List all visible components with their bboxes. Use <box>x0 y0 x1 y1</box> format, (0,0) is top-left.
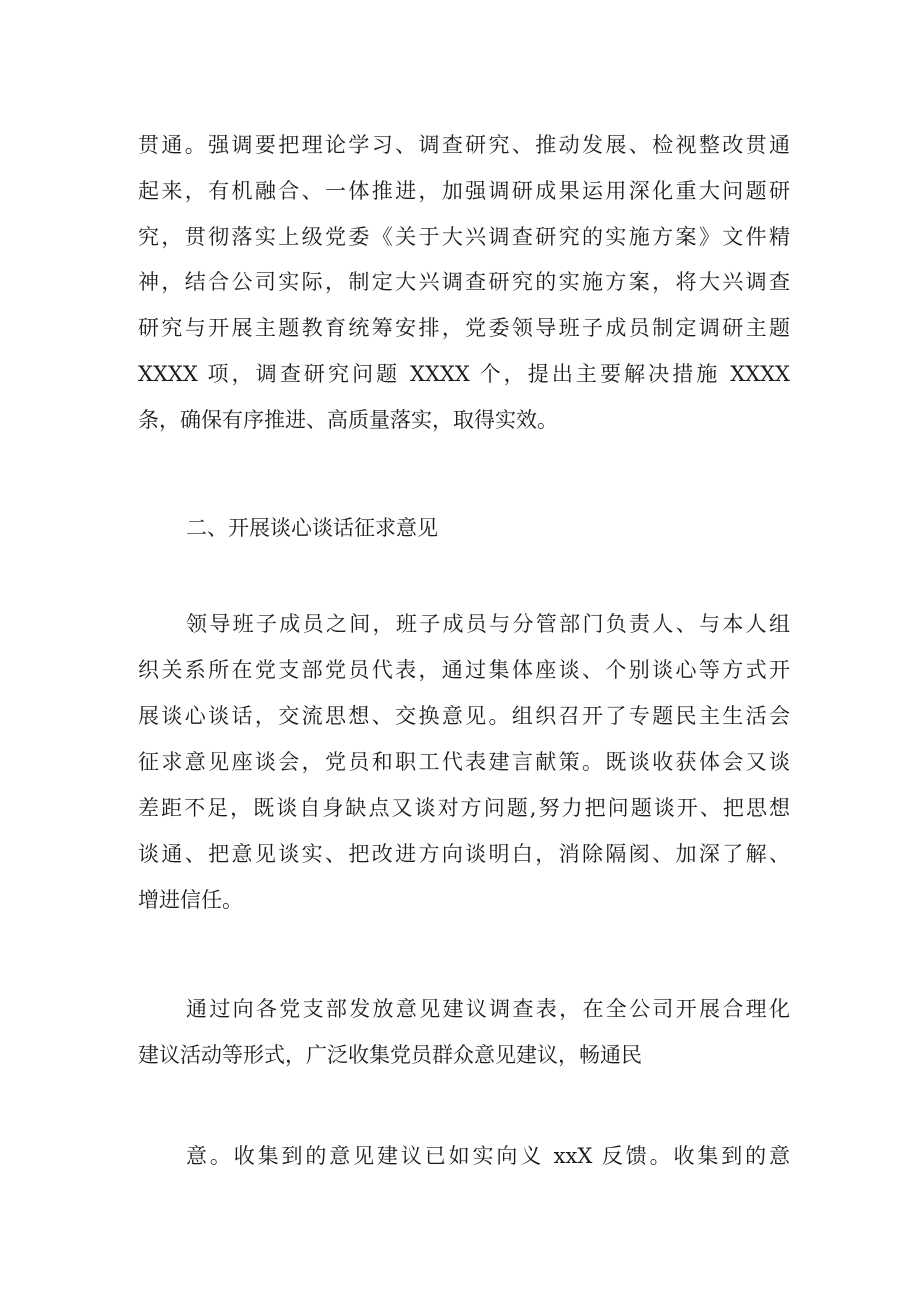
paragraph-2-line-3: 展谈心谈话，交流思想、交换意见。组织召开了专题民主生活会 <box>138 704 790 728</box>
paragraph-1-line-1: 贯通。强调要把理论学习、调查研究、推动发展、检视整改贯通 <box>138 133 790 157</box>
paragraph-2-line-7: 增进信任。 <box>138 888 243 912</box>
paragraph-1-line-2: 起来，有机融合、一体推进，加强调研成果运用深化重大问题研 <box>138 179 790 203</box>
paragraph-4-line-1: 意。收集到的意见建议已如实向义 xxX 反馈。收集到的意 <box>186 1144 790 1168</box>
paragraph-3-line-2: 建议活动等形式，广泛收集党员群众意见建议，畅通民 <box>138 1043 642 1067</box>
paragraph-2-line-5: 差距不足，既谈自身缺点又谈对方问题,努力把问题谈开、把思想 <box>138 796 790 820</box>
paragraph-1-line-3: 究，贯彻落实上级党委《关于大兴调查研究的实施方案》文件精 <box>138 225 790 249</box>
paragraph-3-line-1: 通过向各党支部发放意见建议调查表，在全公司开展合理化 <box>186 997 790 1021</box>
paragraph-1-line-5: 研究与开展主题教育统筹安排，党委领导班子成员制定调研主题 <box>138 316 790 340</box>
section-heading: 二、开展谈心谈话征求意见 <box>186 516 438 540</box>
paragraph-1-line-4: 神，结合公司实际，制定大兴调查研究的实施方案，将大兴调查 <box>138 270 790 294</box>
paragraph-2-line-2: 织关系所在党支部党员代表，通过集体座谈、个别谈心等方式开 <box>138 658 790 682</box>
paragraph-2-line-1: 领导班子成员之间，班子成员与分管部门负责人、与本人组 <box>186 612 790 636</box>
paragraph-1-line-6: XXXX 项，调查研究问题 XXXX 个，提出主要解决措施 XXXX <box>138 362 790 386</box>
paragraph-1-line-7: 条，确保有序推进、高质量落实，取得实效。 <box>138 408 558 432</box>
paragraph-2-line-6: 谈通、把意见谈实、把改进方向谈明白，消除隔阂、加深了解、 <box>138 842 790 866</box>
paragraph-2-line-4: 征求意见座谈会，党员和职工代表建言献策。既谈收获体会又谈 <box>138 750 790 774</box>
